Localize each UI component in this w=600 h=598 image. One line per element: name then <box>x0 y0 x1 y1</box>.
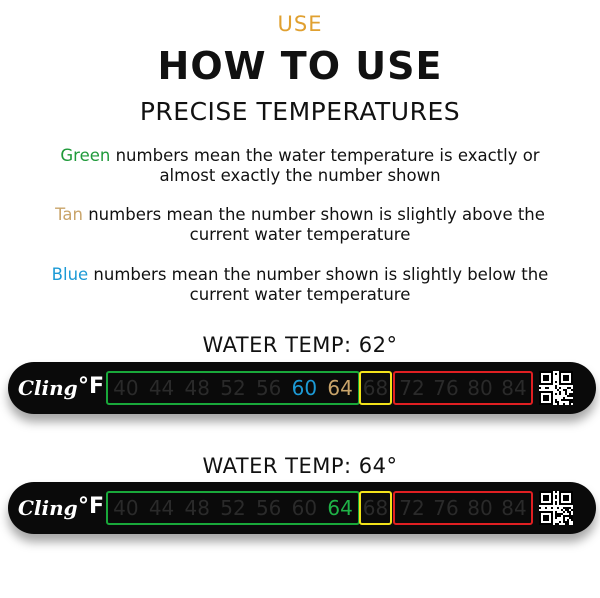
explanation-text: numbers mean the number shown is slightly below the <box>88 265 549 284</box>
unit-label: °F <box>78 494 105 519</box>
red-numbers <box>395 375 531 401</box>
water-temp-label: WATER TEMP: 64° <box>202 454 398 478</box>
explanation-color-word: Green <box>60 146 111 165</box>
temperature-number: 60 <box>291 376 318 400</box>
yellow-numbers <box>361 495 390 521</box>
red-numbers <box>395 495 531 521</box>
temperature-number: 48 <box>184 376 210 400</box>
green-numbers <box>108 495 358 521</box>
explanation-text: current water temperature <box>189 285 411 304</box>
explanation-text: current water temperature <box>189 225 411 244</box>
section-kicker: USE <box>277 12 323 36</box>
temperature-number: 48 <box>184 496 210 520</box>
green-numbers <box>108 375 358 401</box>
temperature-number: 40 <box>113 376 139 400</box>
temperature-number: 84 <box>501 496 527 520</box>
temperature-number: 80 <box>467 496 493 520</box>
temperature-number: 84 <box>501 376 527 400</box>
temperature-number: 64 <box>327 496 353 520</box>
qr-code-icon <box>539 491 573 525</box>
temperature-number: 44 <box>148 376 175 400</box>
unit-label: °F <box>78 374 105 399</box>
qr-code-icon <box>539 371 573 405</box>
temperature-number: 72 <box>399 496 425 520</box>
temperature-number: 44 <box>148 496 175 520</box>
thermometer-strip <box>8 362 596 414</box>
explanation-color-word: Tan <box>55 205 83 224</box>
temperature-number: 76 <box>433 376 459 400</box>
explanation-green <box>0 146 600 186</box>
water-temp-label: WATER TEMP: 62° <box>202 333 398 357</box>
explanation-tan <box>0 205 600 245</box>
page-title: HOW TO USE <box>157 44 443 88</box>
temperature-number: 56 <box>255 376 282 400</box>
temperature-number: 64 <box>327 376 353 400</box>
cling-logo: Cling <box>18 376 78 400</box>
yellow-numbers <box>361 375 390 401</box>
temperature-number: 56 <box>255 496 282 520</box>
explanation-text: numbers mean the number shown is slightly above the <box>82 205 545 224</box>
explanation-color-word: Blue <box>51 265 89 284</box>
thermometer-strip <box>8 482 596 534</box>
temperature-number: 80 <box>467 376 493 400</box>
temperature-number: 52 <box>220 376 246 400</box>
explanation-text: numbers mean the water temperature is exactly or <box>110 146 540 165</box>
temperature-number: 40 <box>113 496 139 520</box>
explanation-text: almost exactly the number shown <box>159 166 441 185</box>
cling-logo: Cling <box>18 496 78 520</box>
temperature-number: 76 <box>433 496 459 520</box>
temperature-number: 68 <box>362 376 389 400</box>
page-subtitle: PRECISE TEMPERATURES <box>139 97 461 126</box>
explanation-blue <box>0 265 600 305</box>
temperature-number: 72 <box>399 376 425 400</box>
temperature-number: 60 <box>291 496 318 520</box>
temperature-number: 68 <box>362 496 389 520</box>
temperature-number: 52 <box>220 496 246 520</box>
